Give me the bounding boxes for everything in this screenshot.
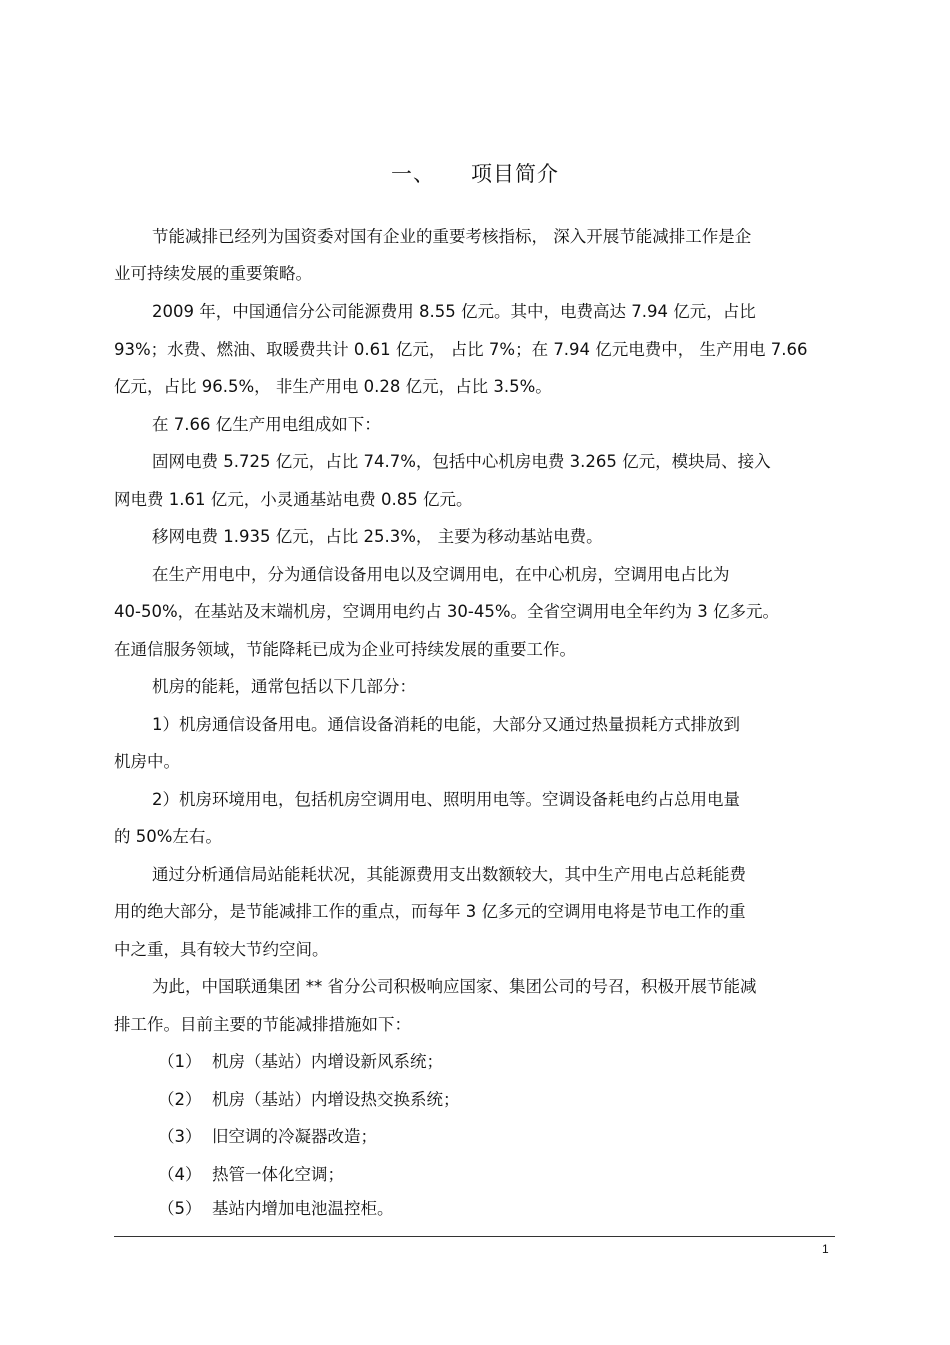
- paragraph-line: 的 50%左右。: [114, 827, 222, 846]
- list-item: [158, 1198, 394, 1220]
- list-item-text: 旧空调的冷凝器改造；: [212, 1127, 377, 1146]
- list-item-text: 机房（基站）内增设热交换系统；: [212, 1090, 460, 1109]
- paragraph-line: 用的绝大部分，是节能减排工作的重点，而每年 3 亿多元的空调用电将是节电工作的重: [114, 902, 746, 921]
- paragraph-line: 网电费 1.61 亿元，小灵通基站电费 0.85 亿元。: [114, 490, 473, 509]
- paragraph-line: 1）机房通信设备用电。通信设备消耗的电能，大部分又通过热量损耗方式排放到: [152, 715, 740, 734]
- list-item: [158, 1164, 344, 1186]
- section-heading: [0, 158, 950, 188]
- list-item-number: （1）: [158, 1052, 202, 1071]
- paragraph-line: 93%；水费、燃油、取暖费共计 0.61 亿元， 占比 7%；在 7.94 亿元电费中， 生产用电 7.66: [114, 340, 808, 359]
- paragraph-line: 机房中。: [114, 752, 180, 771]
- paragraph-line: 节能减排已经列为国资委对国有企业的重要考核指标， 深入开展节能减排工作是企: [152, 227, 752, 246]
- list-item-text: 基站内增加电池温控柜。: [212, 1199, 394, 1218]
- list-item-text: 机房（基站）内增设新风系统；: [212, 1052, 443, 1071]
- paragraph-line: 在 7.66 亿生产用电组成如下：: [152, 415, 381, 434]
- page-number: 1: [822, 1242, 829, 1256]
- footer-divider: [114, 1236, 835, 1237]
- paragraph-line: 2009 年，中国通信分公司能源费用 8.55 亿元。其中，电费高达 7.94 亿元，占比: [152, 302, 756, 321]
- heading-text: 项目简介: [471, 162, 559, 186]
- list-item: [158, 1089, 460, 1111]
- paragraph-line: 业可持续发展的重要策略。: [114, 264, 312, 283]
- paragraph-line: 40-50%，在基站及末端机房，空调用电约占 30-45%。全省空调用电全年约为 3 亿多元。: [114, 602, 779, 621]
- paragraph-line: 排工作。目前主要的节能减排措施如下：: [114, 1015, 411, 1034]
- list-item-number: （5）: [158, 1199, 202, 1218]
- paragraph-line: 通过分析通信局站能耗状况，其能源费用支出数额较大，其中生产用电占总耗能费: [152, 865, 746, 884]
- paragraph-line: 机房的能耗，通常包括以下几部分：: [152, 677, 416, 696]
- paragraph-line: 中之重，具有较大节约空间。: [114, 940, 329, 959]
- list-item-number: （2）: [158, 1090, 202, 1109]
- paragraph-line: 固网电费 5.725 亿元，占比 74.7%，包括中心机房电费 3.265 亿元，模块局、接入: [152, 452, 771, 471]
- list-item-number: （3）: [158, 1127, 202, 1146]
- paragraph-line: 移网电费 1.935 亿元，占比 25.3%， 主要为移动基站电费。: [152, 527, 603, 546]
- paragraph-line: 在生产用电中，分为通信设备用电以及空调用电，在中心机房，空调用电占比为: [152, 565, 730, 584]
- list-item-text: 热管一体化空调；: [212, 1165, 344, 1184]
- list-item-number: （4）: [158, 1165, 202, 1184]
- list-item: [158, 1051, 443, 1073]
- paragraph-line: 在通信服务领域，节能降耗已成为企业可持续发展的重要工作。: [114, 640, 576, 659]
- list-item: [158, 1126, 377, 1148]
- paragraph-line: 亿元，占比 96.5%， 非生产用电 0.28 亿元，占比 3.5%。: [114, 377, 552, 396]
- paragraph-line: 为此，中国联通集团 ** 省分公司积极响应国家、集团公司的号召，积极开展节能减: [152, 977, 757, 996]
- heading-number: 一、: [391, 162, 435, 186]
- paragraph-line: 2）机房环境用电，包括机房空调用电、照明用电等。空调设备耗电约占总用电量: [152, 790, 740, 809]
